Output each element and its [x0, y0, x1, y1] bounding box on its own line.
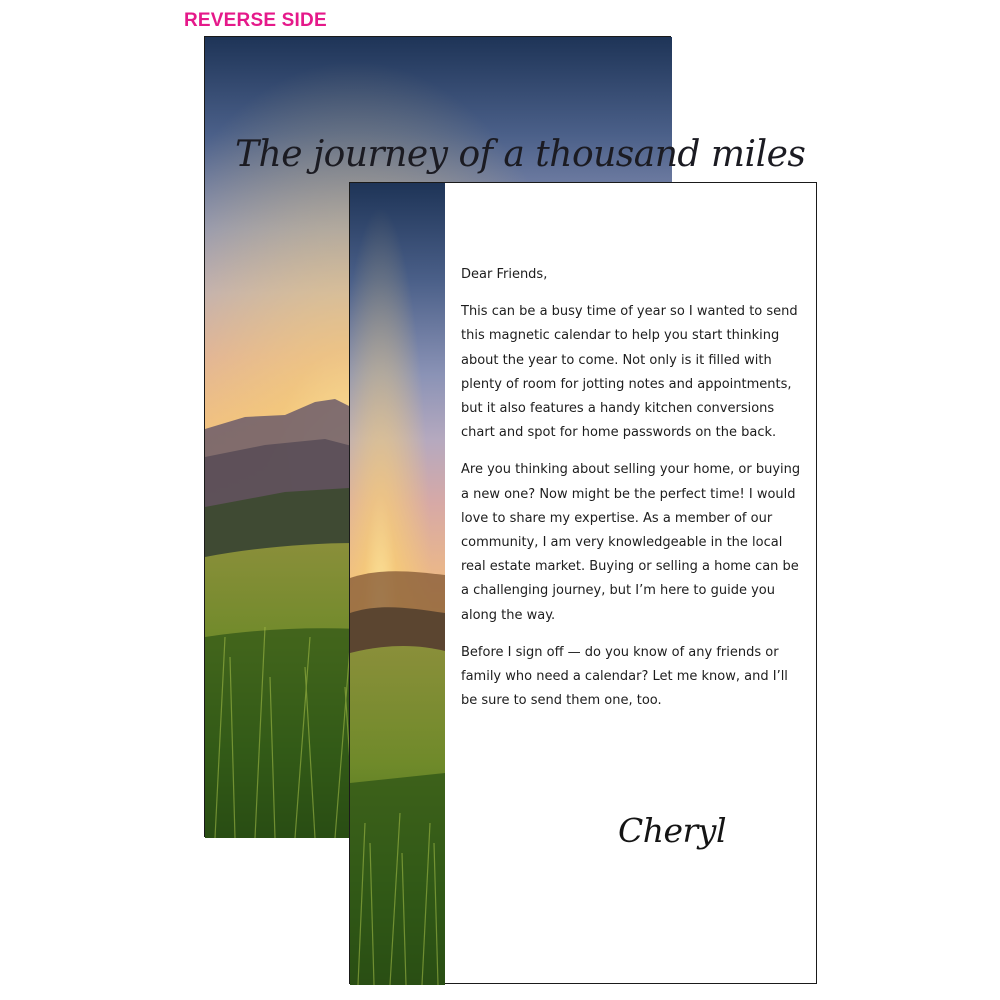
letter-body: [461, 263, 805, 726]
letter-paragraph-2: Are you thinking about selling your home, or buying a new one? Now might be the perfect time! I would love to share my expertise. As a member of our community, I am very knowledgeable in the local real estate market. Buying or selling a home can be a challenging journey, but I’m here to guide you along the way.: [461, 462, 801, 623]
reverse-side-label: REVERSE SIDE: [184, 10, 327, 31]
letter-paragraph-1: This can be a busy time of year so I wanted to send this magnetic calendar to help you start thinking about the year to come. Not only is it filled with plenty of room for jotting notes and appointments, but it also features a handy kitchen conversions chart and spot for home passwords on the back.: [461, 304, 798, 441]
front-card-photo-strip: [350, 183, 445, 983]
letter-paragraph-3: Before I sign off — do you know of any friends or family who need a calendar? Let me know, and I’ll be sure to send them one, too.: [461, 644, 788, 709]
signature: Cheryl: [618, 811, 727, 850]
front-card: [349, 182, 817, 984]
quote-text: The journey of a thousand miles: [235, 134, 806, 175]
letter-greeting: Dear Friends,: [461, 267, 548, 282]
mountain-sunrise-strip-image: [350, 183, 445, 985]
